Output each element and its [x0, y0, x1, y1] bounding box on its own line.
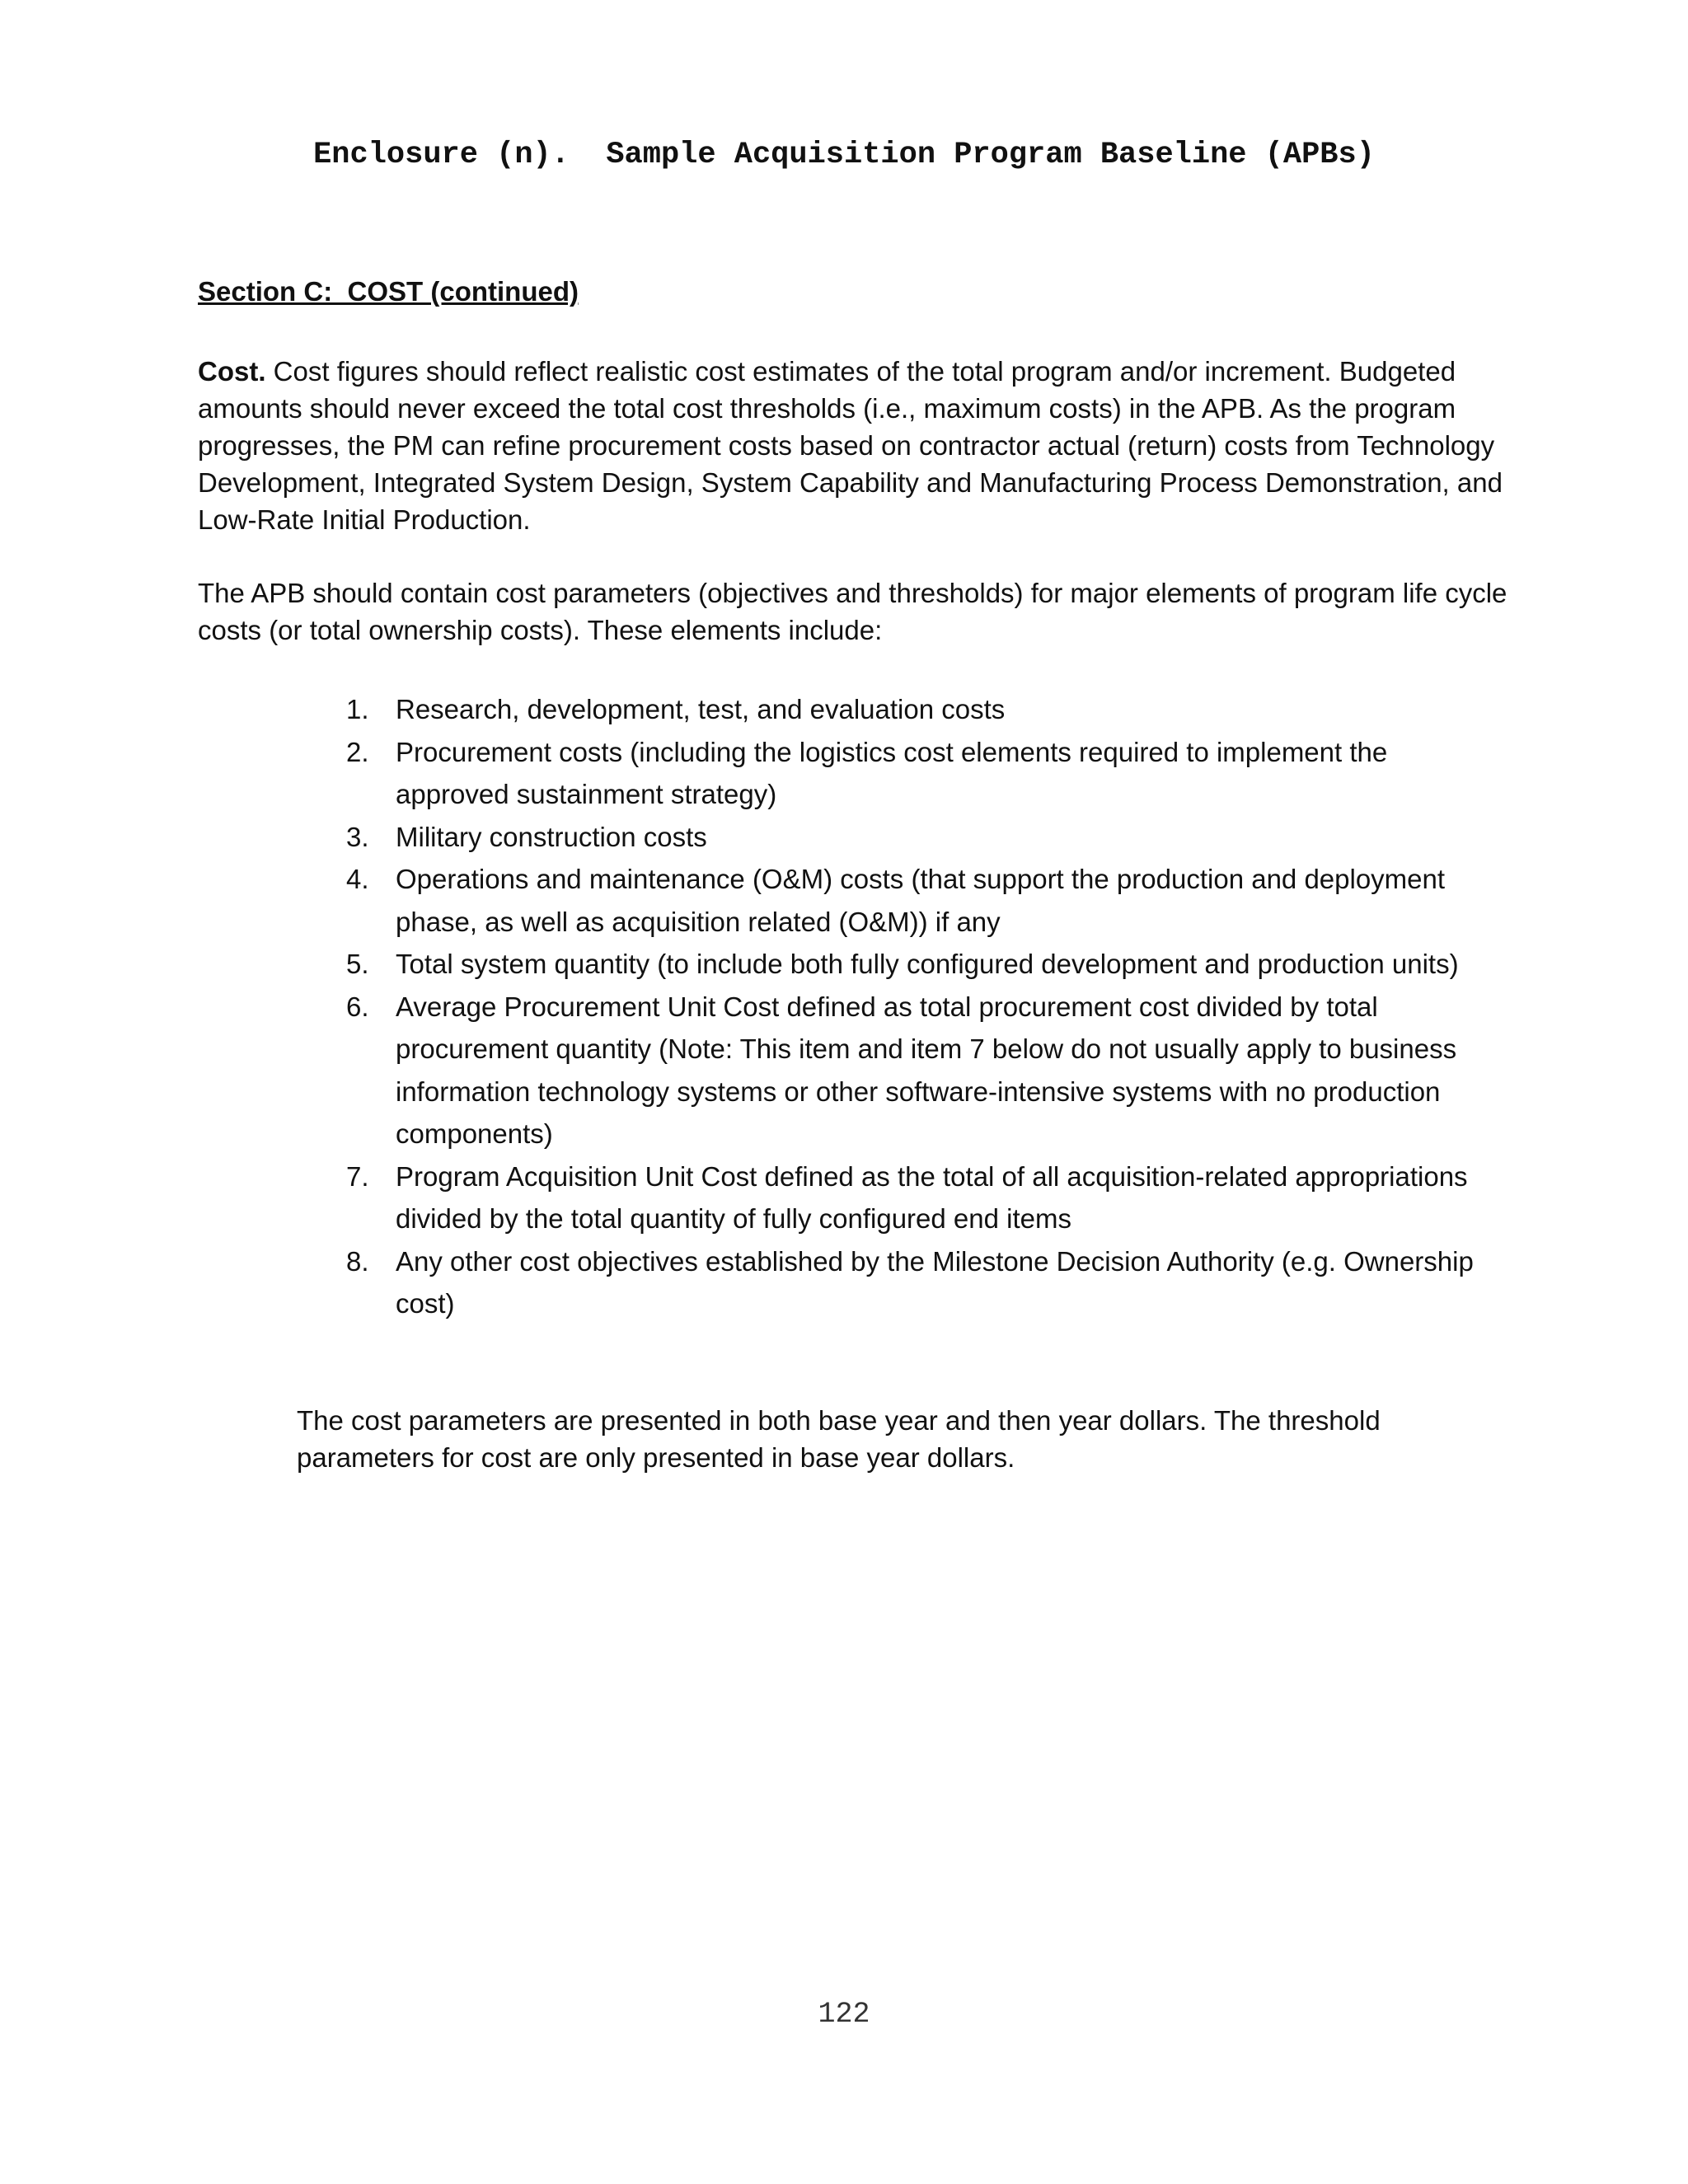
list-item-text: Procurement costs (including the logistics cost elements required to implement the approved sustainment strategy)	[396, 736, 1388, 809]
list-item-number: 8.	[346, 1245, 369, 1277]
list-item	[346, 986, 1500, 1155]
list-item	[346, 731, 1500, 816]
list-item-text: Military construction costs	[396, 821, 707, 852]
list-item-text: Research, development, test, and evaluation costs	[396, 694, 1006, 724]
list-item-text: Total system quantity (to include both fully configured development and production units)	[396, 949, 1459, 979]
list-item	[346, 943, 1500, 986]
list-item-number: 1.	[346, 694, 369, 724]
list-item-text: Average Procurement Unit Cost defined as total procurement cost divided by total procurement quantity (Note: This item and item 7 below do not usually apply to business information technology systems or other software-intensive systems with no production components)	[396, 991, 1457, 1149]
list-item-number: 5.	[346, 949, 369, 979]
list-item-number: 3.	[346, 821, 369, 852]
list-item	[346, 688, 1500, 731]
list-item-number: 2.	[346, 736, 369, 767]
cost-elements-list	[346, 688, 1500, 1325]
elements-intro-paragraph: The APB should contain cost parameters (objectives and thresholds) for major elements of program life cycle costs (or total ownership costs). These elements include:	[198, 578, 1507, 645]
list-item-number: 6.	[346, 991, 369, 1022]
list-item	[346, 858, 1500, 943]
cost-lead-label: Cost.	[198, 356, 266, 387]
list-item-text: Operations and maintenance (O&M) costs (that support the production and deployment phase, as well as acquisition related (O&M)) if any	[396, 864, 1446, 937]
page-number: 122	[818, 1998, 870, 2031]
list-item	[346, 1240, 1500, 1325]
list-item-text: Program Acquisition Unit Cost defined as the total of all acquisition-related appropriations divided by the total quantity of fully configured end items	[396, 1160, 1468, 1234]
list-item-number: 4.	[346, 864, 369, 894]
cost-paragraph	[198, 353, 1517, 538]
page-title: Enclosure (n). Sample Acquisition Program Baseline (APBs)	[313, 138, 1375, 172]
list-item	[346, 816, 1500, 859]
list-item-number: 7.	[346, 1160, 369, 1192]
list-item-text: Any other cost objectives established by the Milestone Decision Authority (e.g. Ownership cost)	[396, 1245, 1474, 1319]
cost-paragraph-text: Cost figures should reflect realistic cost estimates of the total program and/or increment. Budgeted amounts should never exceed the total cost thresholds (i.e., maximum costs) in the APB. As the program progresses, the PM can refine procurement costs based on contractor actual (return) costs from Technology Development, Integrated System Design, System Capability and Manufacturing Process Demonstration, and Low-Rate Initial Production.	[198, 356, 1503, 535]
list-item	[346, 1155, 1500, 1240]
cost-parameters-paragraph: The cost parameters are presented in both base year and then year dollars. The threshold parameters for cost are only presented in base year dollars.	[297, 1405, 1381, 1473]
section-heading: Section C: COST (continued)	[198, 276, 579, 307]
